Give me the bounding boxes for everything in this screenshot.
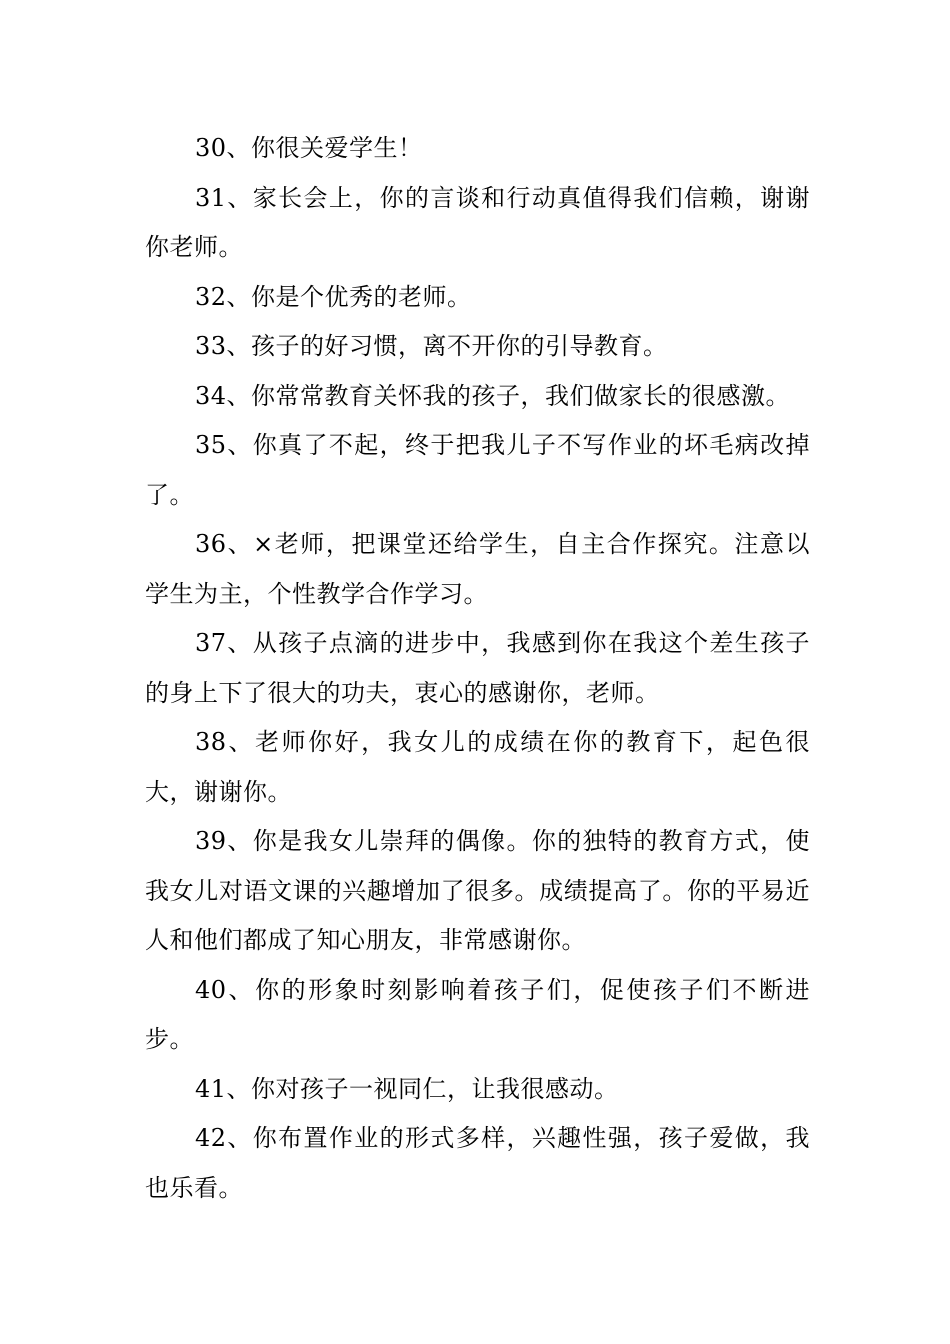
paragraph-42: 42、你布置作业的形式多样，兴趣性强，孩子爱做，我也乐看。 xyxy=(145,1124,810,1202)
paragraph-41: 41、你对孩子一视同仁，让我很感动。 xyxy=(195,1074,619,1103)
paragraph-36: 36、×老师，把课堂还给学生，自主合作探究。注意以学生为主，个性教学合作学习。 xyxy=(145,530,810,608)
paragraph-39: 39、你是我女儿崇拜的偶像。你的独特的教育方式，使我女儿对语文课的兴趣增加了很多。成绩提高了。你的平易近人和他们都成了知心朋友，非常感谢你。 xyxy=(145,827,810,954)
paragraph-38: 38、老师你好，我女儿的成绩在你的教育下，起色很大，谢谢你。 xyxy=(145,728,810,806)
paragraph-31: 31、家长会上，你的言谈和行动真值得我们信赖，谢谢你老师。 xyxy=(145,183,810,261)
paragraph-37: 37、从孩子点滴的进步中，我感到你在我这个差生孩子的身上下了很大的功夫，衷心的感谢你，老师。 xyxy=(145,629,810,707)
paragraph-30: 30、你很关爱学生！ xyxy=(195,134,423,162)
paragraph-33: 33、孩子的好习惯，离不开你的引导教育。 xyxy=(195,332,668,360)
paragraph-32: 32、你是个优秀的老师。 xyxy=(195,282,472,311)
document-body xyxy=(145,124,810,1213)
paragraph-40: 40、你的形象时刻影响着孩子们，促使孩子们不断进步。 xyxy=(145,975,810,1053)
paragraph-35: 35、你真了不起，终于把我儿子不写作业的坏毛病改掉了。 xyxy=(145,431,810,509)
paragraph-34: 34、你常常教育关怀我的孩子，我们做家长的很感激。 xyxy=(195,381,791,410)
